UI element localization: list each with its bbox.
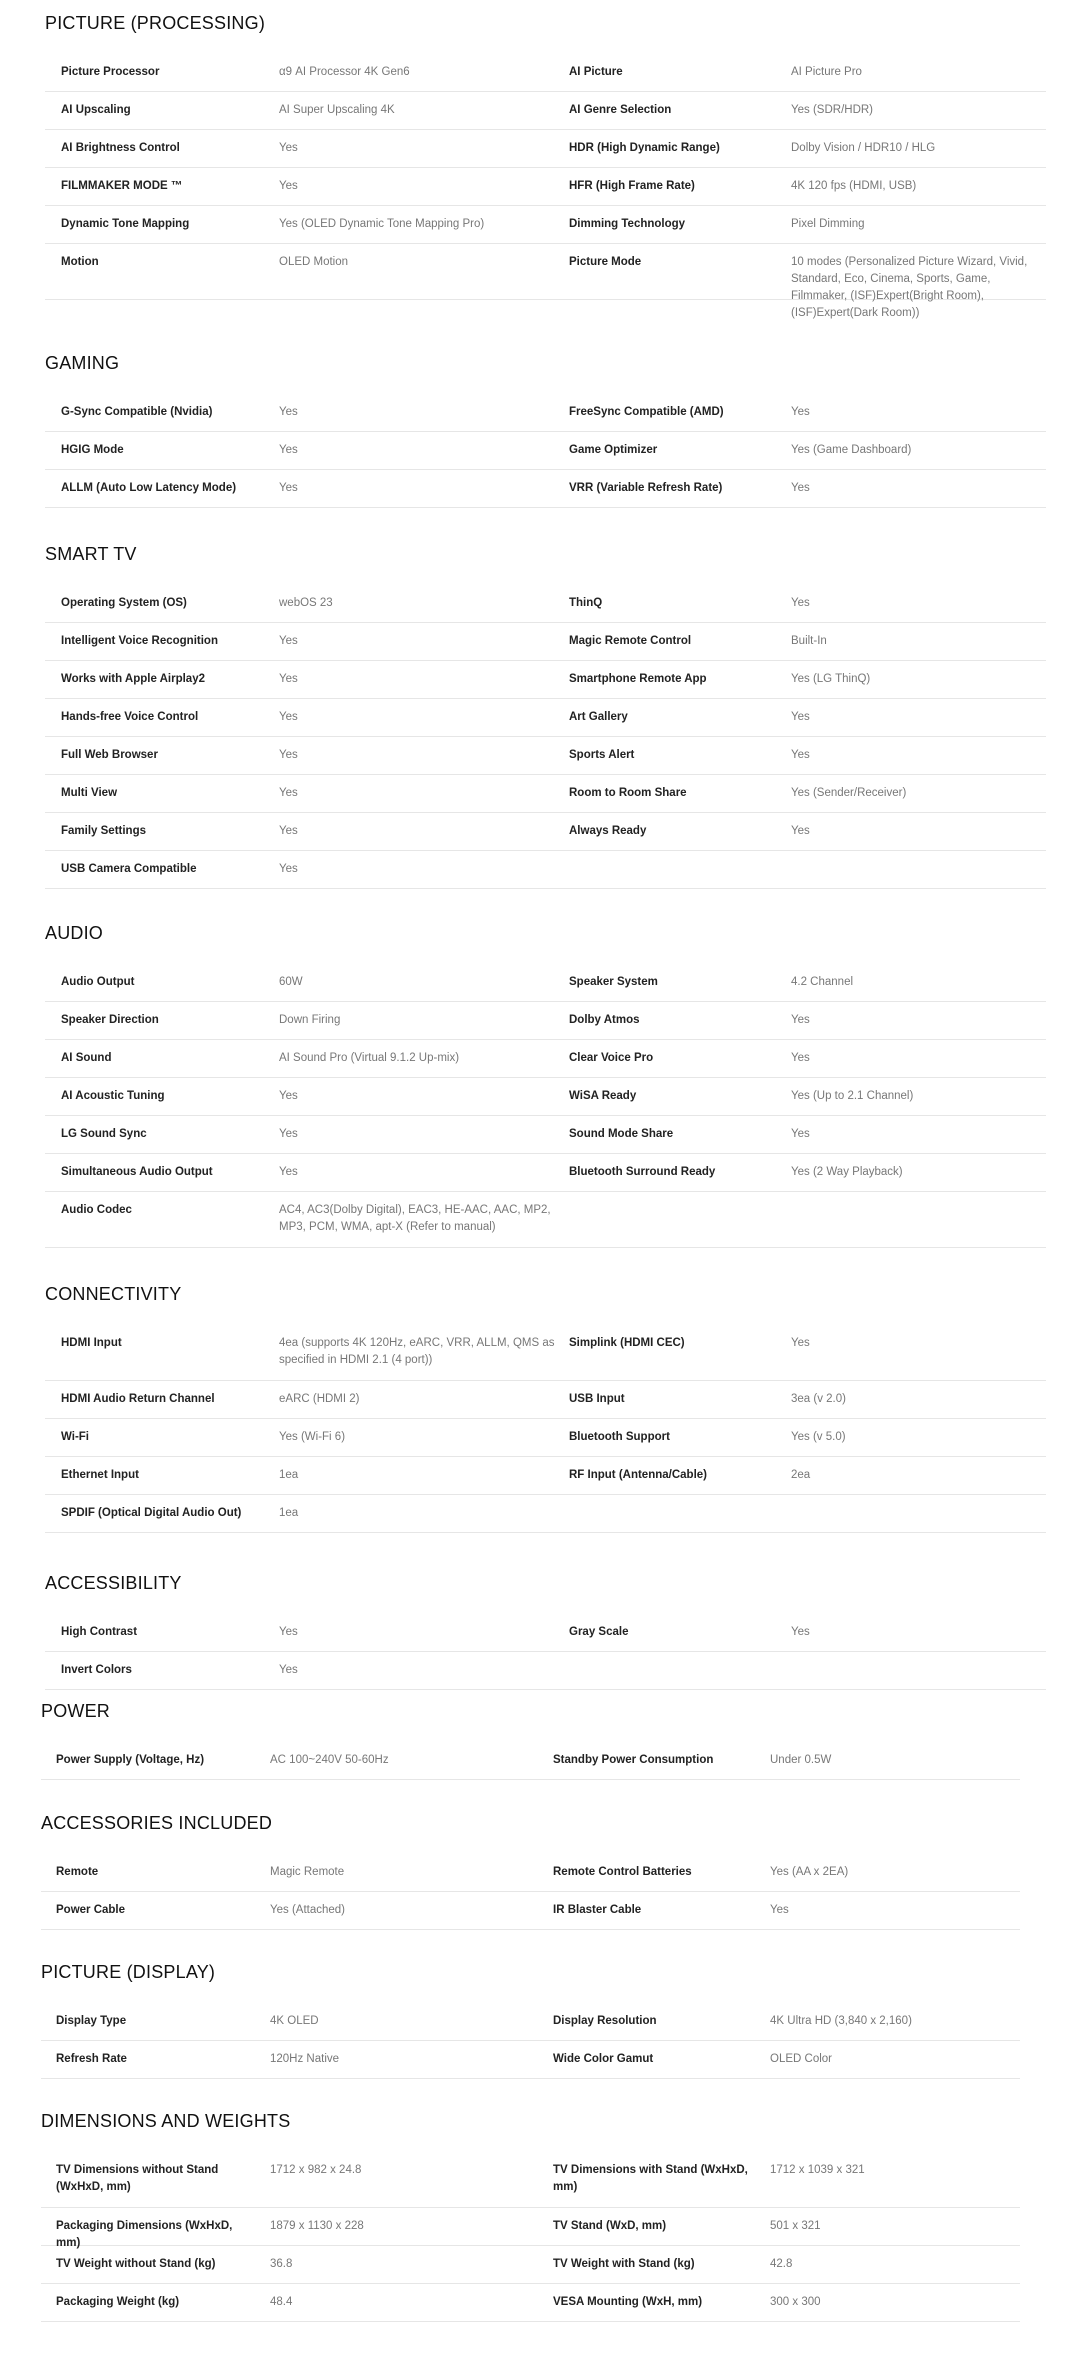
spec-value: Yes (Wi-Fi 6) xyxy=(279,1431,346,1443)
spec-value: Yes xyxy=(279,711,298,723)
section-picture-processing xyxy=(45,12,1046,319)
spec-value: Yes (Sender/Receiver) xyxy=(791,787,907,799)
spec-row xyxy=(45,244,1046,319)
spec-value: Dolby Vision / HDR10 / HLG xyxy=(791,142,936,154)
spec-value: Yes xyxy=(279,1166,298,1178)
spec-value: webOS 23 xyxy=(279,597,333,609)
spec-row xyxy=(45,661,1046,699)
spec-row xyxy=(45,470,1046,508)
spec-row xyxy=(45,1078,1046,1116)
spec-value: 42.8 xyxy=(770,2258,793,2270)
section-title: AUDIO xyxy=(45,923,104,943)
spec-value: Yes xyxy=(279,825,298,837)
spec-value: Yes xyxy=(279,1626,298,1638)
spec-row xyxy=(41,1854,1020,1892)
spec-value: 501 x 321 xyxy=(770,2220,821,2232)
spec-label: AI Sound xyxy=(61,1052,112,1064)
spec-label: HDMI Audio Return Channel xyxy=(61,1393,215,1405)
spec-table xyxy=(41,2003,1020,2079)
spec-label: FreeSync Compatible (AMD) xyxy=(569,406,724,418)
spec-label: LG Sound Sync xyxy=(61,1128,147,1140)
spec-value: 4K OLED xyxy=(270,2015,319,2027)
spec-row xyxy=(45,1495,1046,1533)
section-power xyxy=(41,1700,1020,1780)
spec-row xyxy=(41,2041,1020,2079)
spec-value: Yes xyxy=(791,406,810,418)
spec-label: HDMI Input xyxy=(61,1337,122,1349)
spec-label: HFR (High Frame Rate) xyxy=(569,180,695,192)
spec-row xyxy=(45,737,1046,775)
spec-value: 2ea xyxy=(791,1469,811,1481)
spec-value: eARC (HDMI 2) xyxy=(279,1393,360,1405)
spec-value: Down Firing xyxy=(279,1014,341,1026)
spec-row xyxy=(45,1154,1046,1192)
spec-label: HDR (High Dynamic Range) xyxy=(569,142,720,154)
spec-row xyxy=(45,206,1046,244)
spec-value: 1879 x 1130 x 228 xyxy=(270,2220,364,2232)
spec-label: Picture Processor xyxy=(61,66,160,78)
spec-label: Bluetooth Surround Ready xyxy=(569,1166,716,1178)
spec-table xyxy=(45,964,1046,1248)
spec-value: 1ea xyxy=(279,1507,299,1519)
spec-table xyxy=(41,1854,1020,1930)
spec-value: Yes xyxy=(791,1626,810,1638)
spec-value: 60W xyxy=(279,976,303,988)
spec-label: USB Camera Compatible xyxy=(61,863,197,875)
spec-label: High Contrast xyxy=(61,1626,138,1638)
spec-label: Speaker Direction xyxy=(61,1014,159,1026)
spec-value: Yes xyxy=(791,711,810,723)
spec-table xyxy=(41,2152,1020,2322)
spec-value: AI Picture Pro xyxy=(791,66,862,78)
spec-row xyxy=(45,1116,1046,1154)
spec-row xyxy=(45,775,1046,813)
spec-label: Dolby Atmos xyxy=(569,1014,640,1026)
spec-value: Yes xyxy=(279,863,298,875)
spec-table xyxy=(45,54,1046,319)
spec-label: Audio Output xyxy=(61,976,135,988)
spec-row xyxy=(45,813,1046,851)
spec-row xyxy=(41,2152,1020,2208)
spec-label: Intelligent Voice Recognition xyxy=(61,635,218,647)
spec-value: Yes xyxy=(279,482,298,494)
spec-value: Yes xyxy=(791,597,810,609)
spec-value: AC4, AC3(Dolby Digital), EAC3, HE-AAC, AAC, MP2, MP3, PCM, WMA, apt-X (Refer to manual) xyxy=(279,1204,551,1233)
spec-label: Simultaneous Audio Output xyxy=(61,1166,213,1178)
spec-label: FILMMAKER MODE ™ xyxy=(61,180,183,192)
spec-value: Yes (SDR/HDR) xyxy=(791,104,874,116)
spec-label: Bluetooth Support xyxy=(569,1431,670,1443)
spec-label: Clear Voice Pro xyxy=(569,1052,654,1064)
spec-value: Yes xyxy=(791,1128,810,1140)
section-title: CONNECTIVITY xyxy=(45,1284,182,1304)
spec-label: Packaging Dimensions (WxHxD, mm) xyxy=(56,2220,233,2249)
spec-label: Refresh Rate xyxy=(56,2053,127,2065)
section-title: POWER xyxy=(41,1701,111,1721)
spec-value: Yes xyxy=(279,787,298,799)
spec-value: α9 AI Processor 4K Gen6 xyxy=(279,66,410,78)
spec-value: Yes xyxy=(791,482,810,494)
spec-label: Display Resolution xyxy=(553,2015,657,2027)
spec-label: Magic Remote Control xyxy=(569,635,692,647)
spec-row xyxy=(41,1742,1020,1780)
spec-row xyxy=(41,2246,1020,2284)
spec-label: Speaker System xyxy=(569,976,658,988)
spec-row xyxy=(45,1040,1046,1078)
spec-value: Yes xyxy=(279,749,298,761)
spec-value: Yes (AA x 2EA) xyxy=(770,1866,849,1878)
spec-label: HGIG Mode xyxy=(61,444,124,456)
spec-label: AI Picture xyxy=(569,66,623,78)
spec-row xyxy=(41,2208,1020,2249)
spec-label: Dynamic Tone Mapping xyxy=(61,218,190,230)
section-picture-display xyxy=(41,1961,1020,2079)
spec-value: 36.8 xyxy=(270,2258,293,2270)
spec-label: ALLM (Auto Low Latency Mode) xyxy=(61,482,237,494)
spec-value: Yes xyxy=(791,749,810,761)
spec-value: 48.4 xyxy=(270,2296,293,2308)
section-title: SMART TV xyxy=(45,544,137,564)
spec-label: Dimming Technology xyxy=(569,218,686,230)
spec-label: Family Settings xyxy=(61,825,146,837)
spec-label: AI Brightness Control xyxy=(61,142,180,154)
spec-value: 300 x 300 xyxy=(770,2296,821,2308)
spec-label: VESA Mounting (WxH, mm) xyxy=(553,2296,703,2308)
spec-label: Wide Color Gamut xyxy=(553,2053,654,2065)
spec-label: Gray Scale xyxy=(569,1626,629,1638)
spec-table xyxy=(45,394,1046,508)
spec-label: Multi View xyxy=(61,787,118,799)
spec-value: 10 modes (Personalized Picture Wizard, Vivid, Standard, Eco, Cinema, Sports, Game, Filmmaker, (ISF)Expert(Bright Room), (ISF)Expert(Dark Room)) xyxy=(791,256,1028,319)
spec-row xyxy=(45,1381,1046,1419)
spec-label: AI Acoustic Tuning xyxy=(61,1090,165,1102)
spec-row xyxy=(45,1652,1046,1690)
spec-label: Sound Mode Share xyxy=(569,1128,674,1140)
spec-label: USB Input xyxy=(569,1393,625,1405)
spec-value: Yes xyxy=(279,444,298,456)
spec-row xyxy=(45,130,1046,168)
spec-label: Audio Codec xyxy=(61,1204,132,1216)
spec-value: Yes (Up to 2.1 Channel) xyxy=(791,1090,914,1102)
spec-row xyxy=(45,1325,1046,1381)
spec-row xyxy=(45,1002,1046,1040)
spec-value: AI Sound Pro (Virtual 9.1.2 Up-mix) xyxy=(279,1052,460,1064)
spec-label: G-Sync Compatible (Nvidia) xyxy=(61,406,213,418)
spec-label: TV Weight without Stand (kg) xyxy=(56,2258,216,2270)
spec-value: 3ea (v 2.0) xyxy=(791,1393,846,1405)
spec-label: TV Weight with Stand (kg) xyxy=(553,2258,695,2270)
spec-value: 4K 120 fps (HDMI, USB) xyxy=(791,180,917,192)
spec-value: Yes xyxy=(279,1090,298,1102)
spec-value: Yes xyxy=(770,1904,789,1916)
spec-label: AI Upscaling xyxy=(61,104,131,116)
spec-value: 1ea xyxy=(279,1469,299,1481)
spec-label: Simplink (HDMI CEC) xyxy=(569,1337,685,1349)
spec-label: Game Optimizer xyxy=(569,444,658,456)
spec-label: Room to Room Share xyxy=(569,787,687,799)
spec-value: OLED Color xyxy=(770,2053,832,2065)
spec-value: Yes xyxy=(279,1664,298,1676)
spec-value: Yes xyxy=(279,180,298,192)
section-title: ACCESSIBILITY xyxy=(45,1573,182,1593)
spec-table xyxy=(45,585,1046,889)
spec-value: AC 100~240V 50-60Hz xyxy=(270,1754,389,1766)
spec-value: 1712 x 982 x 24.8 xyxy=(270,2164,362,2176)
spec-label: IR Blaster Cable xyxy=(553,1904,642,1916)
section-audio xyxy=(45,922,1046,1248)
spec-label: Art Gallery xyxy=(569,711,628,723)
spec-label: Power Cable xyxy=(56,1904,126,1916)
spec-label: Packaging Weight (kg) xyxy=(56,2296,180,2308)
spec-label: Hands-free Voice Control xyxy=(61,711,199,723)
spec-value: 4ea (supports 4K 120Hz, eARC, VRR, ALLM, QMS as specified in HDMI 2.1 (4 port)) xyxy=(279,1337,555,1366)
spec-value: Yes (Attached) xyxy=(270,1904,346,1916)
section-gaming xyxy=(45,352,1046,508)
section-title: PICTURE (PROCESSING) xyxy=(45,13,266,33)
spec-label: Ethernet Input xyxy=(61,1469,139,1481)
spec-table xyxy=(45,1614,1046,1690)
spec-label: Remote Control Batteries xyxy=(553,1866,692,1878)
section-title: DIMENSIONS AND WEIGHTS xyxy=(41,2111,291,2131)
spec-row xyxy=(45,1419,1046,1457)
spec-value: 4K Ultra HD (3,840 x 2,160) xyxy=(770,2015,912,2027)
spec-row xyxy=(45,1192,1046,1248)
section-title: ACCESSORIES INCLUDED xyxy=(41,1813,273,1833)
spec-label: Invert Colors xyxy=(61,1664,132,1676)
spec-value: Pixel Dimming xyxy=(791,218,865,230)
spec-label: WiSA Ready xyxy=(569,1090,637,1102)
spec-row xyxy=(45,92,1046,130)
spec-value: Yes (Game Dashboard) xyxy=(791,444,912,456)
spec-value: Yes xyxy=(791,1337,810,1349)
spec-label: Display Type xyxy=(56,2015,127,2027)
spec-table xyxy=(45,1325,1046,1533)
spec-row xyxy=(45,54,1046,92)
spec-label: Power Supply (Voltage, Hz) xyxy=(56,1754,205,1766)
spec-label: Remote xyxy=(56,1866,99,1878)
spec-row xyxy=(45,623,1046,661)
spec-value: Yes xyxy=(279,142,298,154)
spec-label: TV Stand (WxD, mm) xyxy=(553,2220,667,2232)
spec-value: Yes xyxy=(279,673,298,685)
spec-label: ThinQ xyxy=(569,597,603,609)
spec-row xyxy=(45,394,1046,432)
spec-row xyxy=(45,699,1046,737)
spec-value: Yes xyxy=(279,635,298,647)
section-title: PICTURE (DISPLAY) xyxy=(41,1962,216,1982)
spec-value: Magic Remote xyxy=(270,1866,345,1878)
spec-label: Full Web Browser xyxy=(61,749,158,761)
spec-table xyxy=(41,1742,1020,1780)
spec-value: OLED Motion xyxy=(279,256,349,268)
spec-row xyxy=(45,1457,1046,1495)
spec-value: Yes xyxy=(791,1014,810,1026)
spec-label: Works with Apple Airplay2 xyxy=(61,673,205,685)
spec-label: Smartphone Remote App xyxy=(569,673,707,685)
spec-value: Yes (v 5.0) xyxy=(791,1431,846,1443)
spec-value: 1712 x 1039 x 321 xyxy=(770,2164,865,2176)
spec-row xyxy=(41,2003,1020,2041)
spec-value: Yes (OLED Dynamic Tone Mapping Pro) xyxy=(279,218,485,230)
section-connectivity xyxy=(45,1283,1046,1533)
spec-label: Standby Power Consumption xyxy=(553,1754,714,1766)
spec-label: Picture Mode xyxy=(569,256,642,268)
spec-value: Yes xyxy=(279,406,298,418)
spec-label: TV Dimensions without Stand (WxHxD, mm) xyxy=(56,2164,219,2193)
spec-label: Sports Alert xyxy=(569,749,635,761)
section-smart-tv xyxy=(45,543,1046,889)
spec-row xyxy=(45,964,1046,1002)
spec-value: Yes (LG ThinQ) xyxy=(791,673,871,685)
section-accessibility xyxy=(45,1572,1046,1690)
spec-label: RF Input (Antenna/Cable) xyxy=(569,1469,707,1481)
spec-row xyxy=(41,2284,1020,2322)
spec-label: TV Dimensions with Stand (WxHxD, mm) xyxy=(553,2164,748,2193)
section-dimensions-and-weights xyxy=(41,2110,1020,2322)
spec-value: 4.2 Channel xyxy=(791,976,854,988)
spec-label: Operating System (OS) xyxy=(61,597,187,609)
spec-value: 120Hz Native xyxy=(270,2053,340,2065)
spec-row xyxy=(45,585,1046,623)
spec-value: Built-In xyxy=(791,635,827,647)
section-accessories-included xyxy=(41,1812,1020,1930)
spec-label: AI Genre Selection xyxy=(569,104,672,116)
spec-value: Yes (2 Way Playback) xyxy=(791,1166,903,1178)
spec-row xyxy=(45,851,1046,889)
spec-label: VRR (Variable Refresh Rate) xyxy=(569,482,723,494)
spec-row xyxy=(41,1892,1020,1930)
spec-row xyxy=(45,432,1046,470)
spec-label: SPDIF (Optical Digital Audio Out) xyxy=(61,1507,242,1519)
spec-row xyxy=(45,168,1046,206)
spec-value: Under 0.5W xyxy=(770,1754,832,1766)
spec-value: Yes xyxy=(279,1128,298,1140)
spec-label: Motion xyxy=(61,256,99,268)
spec-row xyxy=(45,1614,1046,1652)
spec-value: AI Super Upscaling 4K xyxy=(279,104,395,116)
section-title: GAMING xyxy=(45,353,120,373)
spec-label: Always Ready xyxy=(569,825,647,837)
spec-value: Yes xyxy=(791,825,810,837)
spec-label: Wi-Fi xyxy=(61,1431,89,1443)
spec-value: Yes xyxy=(791,1052,810,1064)
